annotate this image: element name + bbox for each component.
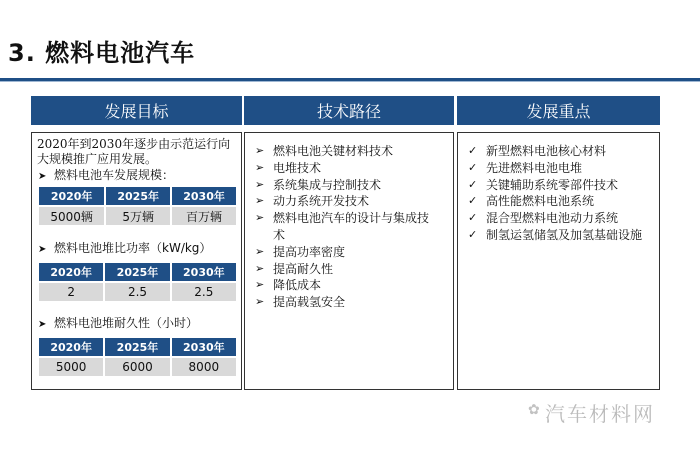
list-item: ✓ 新型燃料电池核心材料 <box>468 144 607 158</box>
list-item: ➢ 提高载氢安全 <box>255 295 346 310</box>
list-item: ➢ 电堆技术 <box>255 160 322 175</box>
goals-section-label: 燃料电池车发展规模： <box>54 168 175 182</box>
watermark-text: 汽车材料网 <box>545 402 655 426</box>
checkmark-bullet-icon: ✓ <box>468 160 478 174</box>
goals-section-label: 燃料电池堆耐久性（小时） <box>54 316 199 330</box>
goals-section-scale <box>38 167 174 185</box>
list-item: ➢ 燃料电池关键材料技术 <box>255 144 394 158</box>
goals-intro: 2020年到2030年逐步由示范运行向大规模推广应用发展。 <box>37 137 231 166</box>
table-value-row <box>39 207 236 225</box>
arrow-bullet-icon: ➢ <box>255 194 265 208</box>
value-cell: 6000 <box>105 358 169 376</box>
arrow-bullet-icon: ➤ <box>38 171 47 182</box>
value-cell: 百万辆 <box>172 207 236 225</box>
list-item: ➢ 提高耐久性 <box>255 261 334 276</box>
year-cell: 2030年 <box>172 187 236 205</box>
tech-path-box <box>244 132 454 390</box>
list-item: ✓ 关键辅助系统零部件技术 <box>468 177 619 192</box>
wechat-icon: ✿ <box>528 402 540 418</box>
goals-table-durability <box>37 336 238 378</box>
list-item: ✓ 先进燃料电池电堆 <box>468 160 583 175</box>
arrow-bullet-icon: ➢ <box>255 177 265 191</box>
value-cell: 2 <box>39 283 103 301</box>
list-item: ➢ 燃料电池汽车的设计与集成技术 <box>255 211 430 242</box>
table-header-row <box>39 338 236 356</box>
year-cell: 2020年 <box>39 187 104 205</box>
header-goals: 发展目标 <box>31 96 242 125</box>
focus-list <box>468 143 646 244</box>
list-item: ➢ 系统集成与控制技术 <box>255 177 382 192</box>
value-cell: 2.5 <box>172 283 236 301</box>
list-item: ✓ 制氢运氢储氢及加氢基础设施 <box>468 227 643 242</box>
arrow-bullet-icon: ➢ <box>255 144 265 157</box>
checkmark-bullet-icon: ✓ <box>468 144 478 157</box>
checkmark-bullet-icon: ✓ <box>468 194 478 208</box>
arrow-bullet-icon: ➢ <box>255 244 265 258</box>
value-cell: 5万辆 <box>106 207 170 225</box>
tech-path-list <box>255 143 435 311</box>
list-item: ➢ 降低成本 <box>255 278 322 293</box>
header-tech-path: 技术路径 <box>244 96 454 125</box>
year-cell: 2025年 <box>105 338 169 356</box>
header-focus: 发展重点 <box>457 96 660 125</box>
year-cell: 2030年 <box>172 338 236 356</box>
focus-box <box>457 132 660 390</box>
list-item: ➢ 动力系统开发技术 <box>255 194 370 209</box>
checkmark-bullet-icon: ✓ <box>468 211 478 225</box>
page-title: 3. 燃料电池汽车 <box>8 39 196 67</box>
goals-table-power <box>37 261 238 303</box>
goals-section-label: 燃料电池堆比功率（kW/kg） <box>54 241 212 255</box>
goals-section-durability <box>38 315 198 333</box>
value-cell: 5000辆 <box>39 207 104 225</box>
arrow-bullet-icon: ➢ <box>255 160 265 174</box>
arrow-bullet-icon: ➤ <box>38 319 47 330</box>
arrow-bullet-icon: ➢ <box>255 261 265 275</box>
year-cell: 2025年 <box>106 187 170 205</box>
value-cell: 5000 <box>39 358 103 376</box>
arrow-bullet-icon: ➤ <box>38 244 47 255</box>
list-item: ✓ 混合型燃料电池动力系统 <box>468 211 619 226</box>
goals-table-scale <box>37 185 238 227</box>
table-value-row <box>39 358 236 376</box>
arrow-bullet-icon: ➢ <box>255 278 265 292</box>
value-cell: 2.5 <box>105 283 169 301</box>
checkmark-bullet-icon: ✓ <box>468 177 478 191</box>
table-value-row <box>39 283 236 301</box>
year-cell: 2020年 <box>39 263 103 281</box>
list-item: ✓ 高性能燃料电池系统 <box>468 194 595 209</box>
value-cell: 8000 <box>172 358 236 376</box>
table-header-row <box>39 187 236 205</box>
year-cell: 2025年 <box>105 263 169 281</box>
year-cell: 2030年 <box>172 263 236 281</box>
list-item: ➢ 提高功率密度 <box>255 244 346 259</box>
table-header-row <box>39 263 236 281</box>
goals-box <box>31 132 242 390</box>
arrow-bullet-icon: ➢ <box>255 295 265 309</box>
checkmark-bullet-icon: ✓ <box>468 227 478 241</box>
goals-section-power <box>38 240 211 258</box>
arrow-bullet-icon: ➢ <box>255 211 265 225</box>
year-cell: 2020年 <box>39 338 103 356</box>
title-divider-light <box>0 81 700 82</box>
